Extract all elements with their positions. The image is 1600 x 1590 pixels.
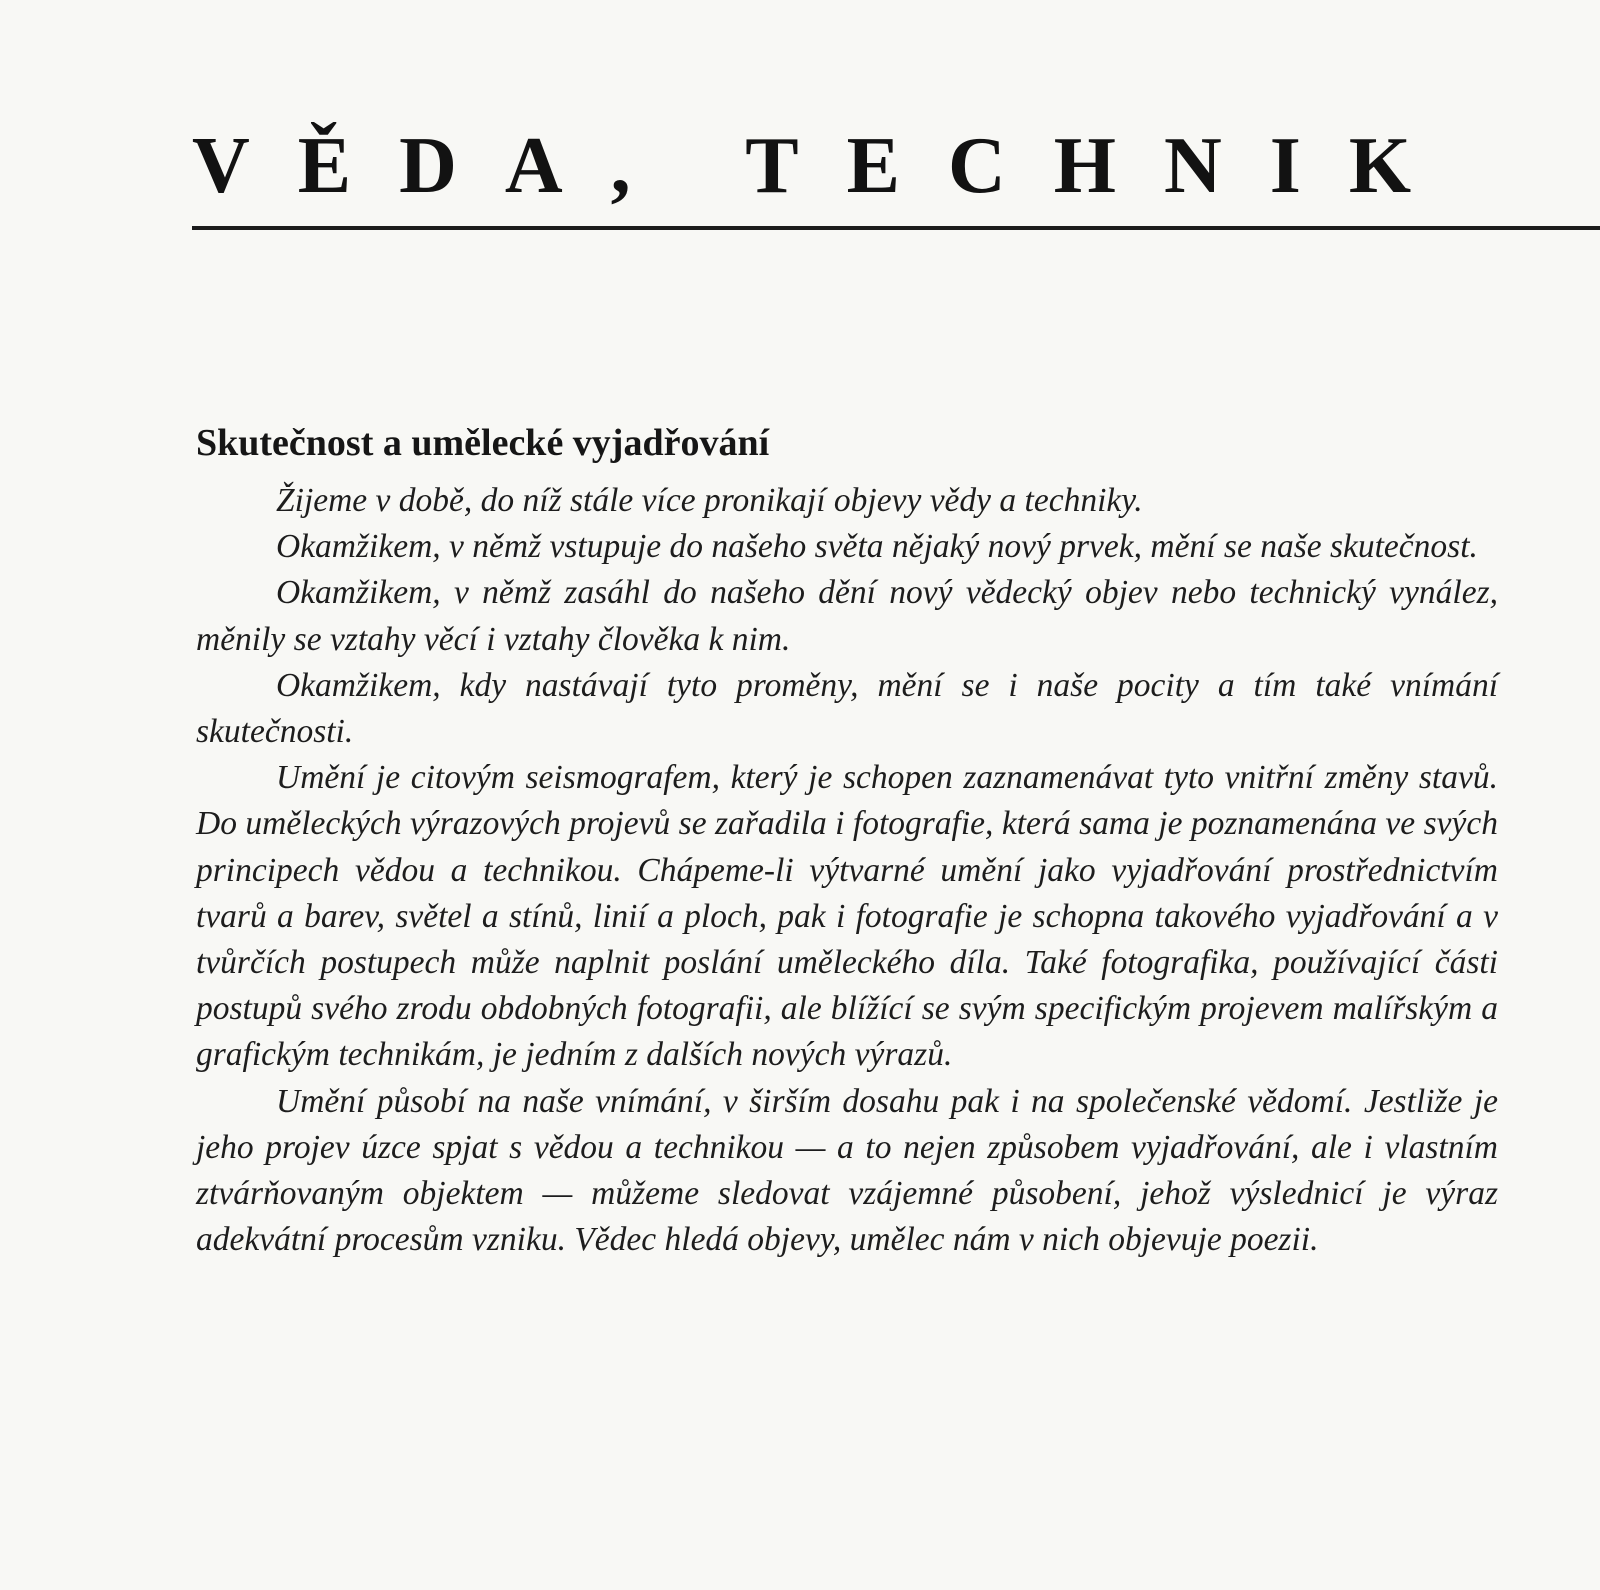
body-text <box>196 478 1498 1263</box>
running-head-title: VĚDA, TECHNIK <box>192 122 1460 210</box>
paragraph: Okamžikem, v němž zasáhl do našeho dění nový vědecký objev nebo technický vynález, měnily se vztahy věcí i vztahy člověka k nim. <box>196 574 1498 658</box>
section-title: Skutečnost a umělecké vyjadřování <box>196 421 770 464</box>
paragraph: Okamžikem, kdy nastávají tyto proměny, mění se i naše pocity a tím také vnímání skutečnosti. <box>196 666 1498 751</box>
paragraph: Žijeme v době, do níž stále více pronikají objevy vědy a techniky. <box>276 482 1143 519</box>
header-rule <box>192 226 1600 230</box>
paragraph: Umění působí na naše vnímání, v širším dosahu pak i na společenské vědomí. Jestliže je jeho projev úzce spjat s vědou a technikou — a to nejen způsobem vyjadřování, ale i vlastním ztvárňovaným objektem — můžeme sledovat vzájemné působení, jehož výslednicí je výraz adekvátní procesům vzniku. Vědec hledá objevy, umělec nám v nich objevuje poezii. <box>196 1082 1498 1259</box>
paragraph: Umění je citovým seismografem, který je schopen zaznamenávat tyto vnitřní změny stavů. Do uměleckých výrazových projevů se zařadila i fotografie, která sama je poznamenána ve svých principech vědou a technikou. Chápeme-li výtvarné umění jako vyjadřování prostřednictvím tvarů a barev, světel a stínů, linií a ploch, pak i fotografie je schopna takového vyjadřování a v tvůrčích postupech může naplnit poslání uměleckého díla. Také fotografika, používající části postupů svého zrodu obdobných fotografii, ale blížící se svým specifickým projevem malířským a grafickým technikám, je jedním z dalších nových výrazů. <box>196 759 1498 1074</box>
paragraph: Okamžikem, v němž vstupuje do našeho světa nějaký nový prvek, mění se naše skutečnost. <box>276 528 1478 566</box>
